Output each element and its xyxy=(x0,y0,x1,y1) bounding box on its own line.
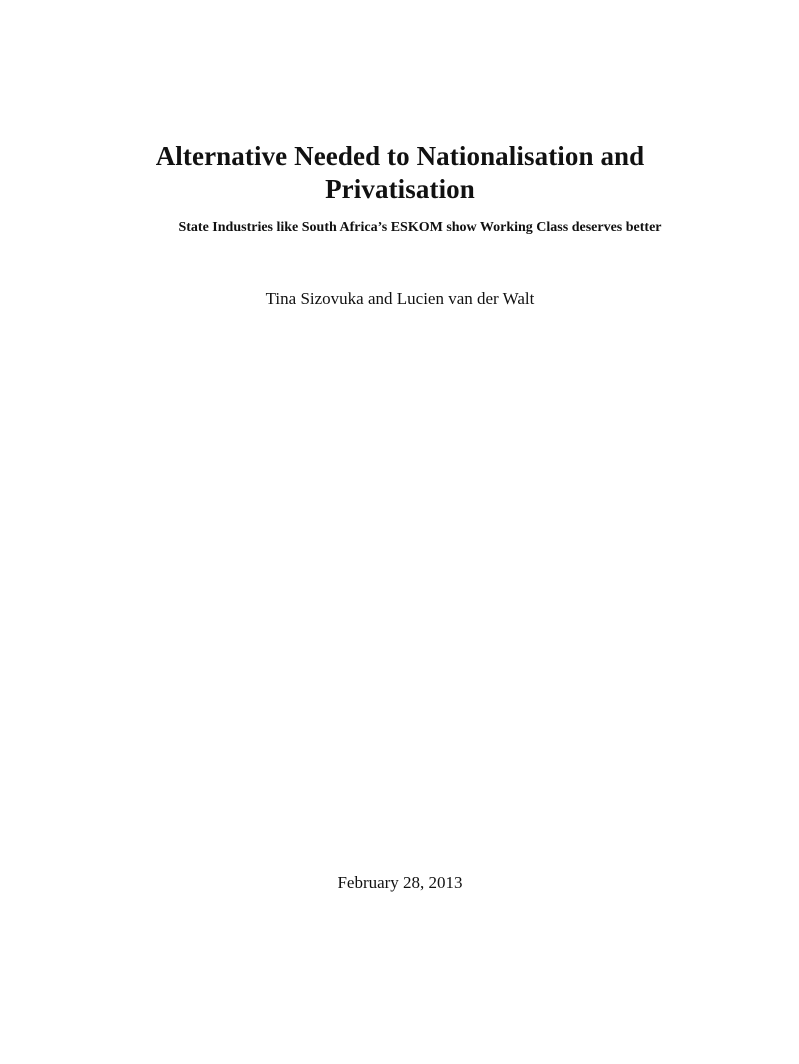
document-date: February 28, 2013 xyxy=(337,873,463,892)
document-title: Alternative Needed to Nationalisation and Privatisation xyxy=(155,141,645,204)
document-subtitle: State Industries like South Africa’s ESKOM show Working Class deserves better xyxy=(178,220,662,235)
document-authors: Tina Sizovuka and Lucien van der Walt xyxy=(265,289,535,308)
